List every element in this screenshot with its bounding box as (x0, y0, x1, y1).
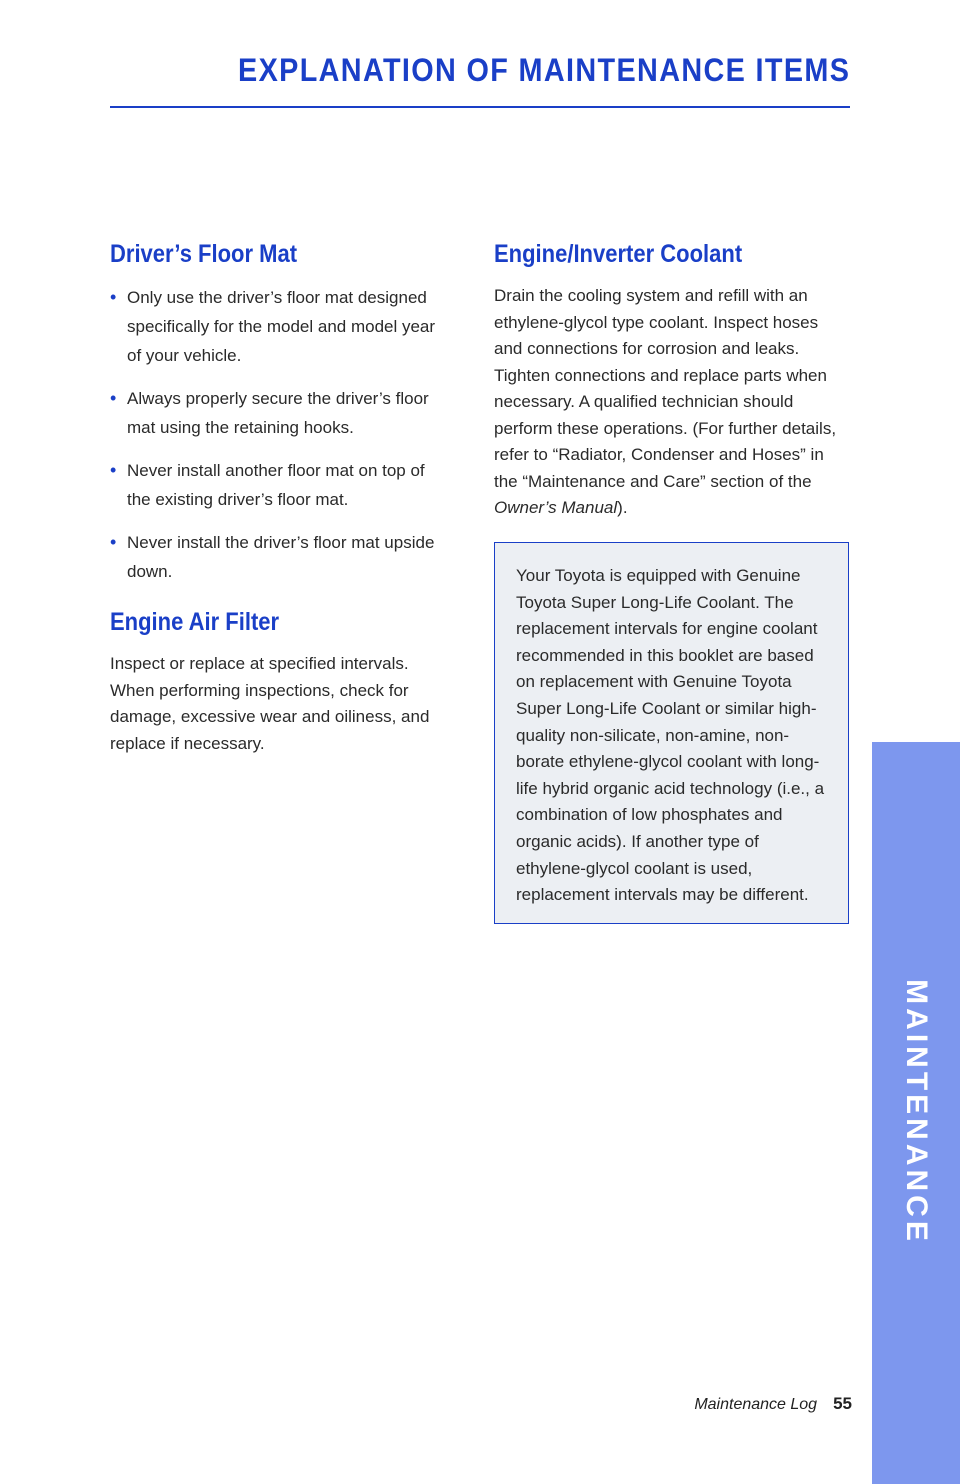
bullet-icon: • (110, 532, 117, 552)
list-item: • Always properly secure the driver’s floor mat using the retaining hooks. (110, 384, 440, 442)
bullet-icon: • (110, 287, 117, 307)
bullet-icon: • (110, 460, 117, 480)
page-title: EXPLANATION OF MAINTENANCE ITEMS (237, 52, 850, 88)
coolant-text: Drain the cooling system and refill with an ethylene-glycol type coolant. Inspect hoses and connections for corrosion and leaks. Tighten connections and replace parts when necessary. A qualified technician should perform these operations. (For further details, refer to “Radiator, Condenser and Hoses” in the “Maintenance and Care” section of the Owner’s Manual). (494, 286, 837, 517)
owners-manual-title: Owner’s Manual (494, 498, 618, 517)
floor-mat-list (110, 283, 440, 586)
coolant-heading: Engine/Inverter Coolant (494, 240, 743, 268)
air-filter-text: Inspect or replace at specified intervals. When performing inspections, check for damage, excessive wear and oiliness, and replace if necessary. (110, 654, 430, 753)
list-item: • Only use the driver’s floor mat designed specifically for the model and model year of your vehicle. (110, 283, 440, 370)
air-filter-heading: Engine Air Filter (110, 608, 280, 636)
coolant-note-box (494, 542, 849, 924)
right-column (494, 240, 850, 522)
left-column (110, 240, 440, 757)
footer-section-name: Maintenance Log (694, 1396, 818, 1413)
bullet-icon: • (110, 388, 117, 408)
list-item: • Never install another floor mat on top of the existing driver’s floor mat. (110, 456, 440, 514)
page-footer (694, 1394, 852, 1414)
list-item: • Never install the driver’s floor mat upside down. (110, 528, 440, 586)
coolant-note-text: Your Toyota is equipped with Genuine Toyota Super Long-Life Coolant. The replacement intervals for engine coolant recommended in this booklet are based on replacement with Genuine Toyota Super Long-Life Coolant or similar high-quality non-silicate, non-amine, non-borate ethylene-glycol coolant with long-life hybrid organic acid technology (i.e., a combination of low phosphates and organic acids). If another type of ethylene-glycol coolant is used, replacement intervals may be different. (516, 566, 825, 905)
section-side-label: MAINTENANCE (900, 979, 933, 1245)
page-number: 55 (833, 1394, 852, 1413)
header-divider (110, 106, 850, 108)
floor-mat-heading: Driver’s Floor Mat (110, 240, 298, 268)
